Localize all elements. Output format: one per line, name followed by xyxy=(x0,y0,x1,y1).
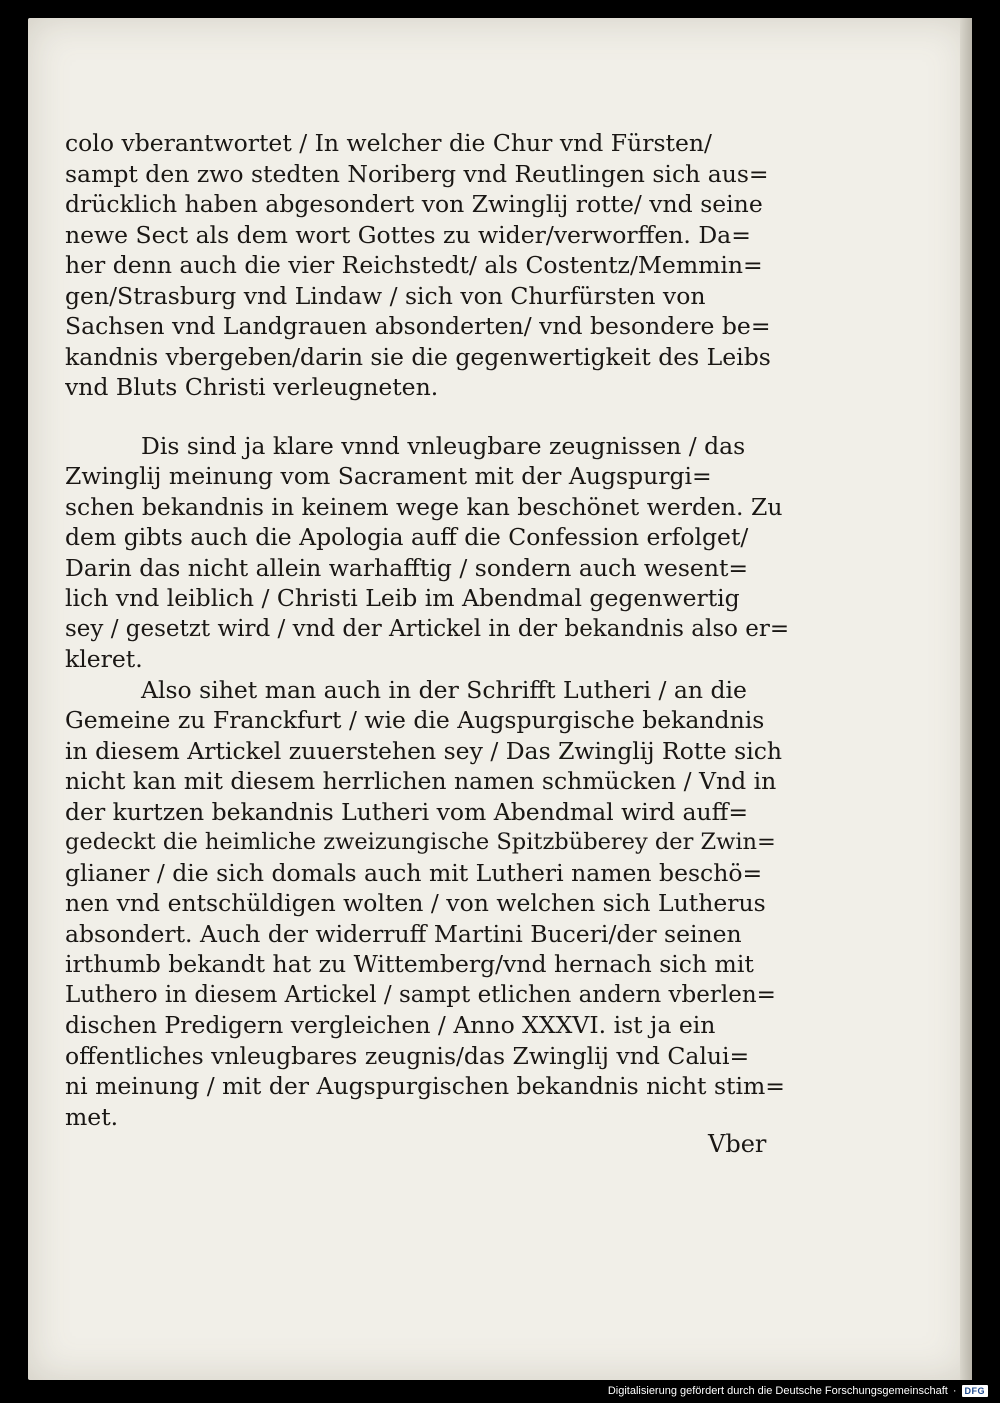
text-line: Luthero in diesem Artickel / sampt etlichen andern vberlen= xyxy=(65,981,776,1008)
text-line: Darin das nicht allein warhafftig / sondern auch wesent= xyxy=(65,553,749,582)
text-line: colo vberantwortet / In welcher die Chur vnd Fürsten/ xyxy=(65,129,712,157)
paragraph xyxy=(65,675,790,1133)
text-line: schen bekandnis in keinem wege kan beschönet werden. Zu xyxy=(65,492,783,521)
text-line: gedeckt die heimliche zweizungische Spitzbüberey der Zwin= xyxy=(65,829,776,855)
text-line: dischen Predigern vergleichen / Anno XXXVI. ist ja ein xyxy=(65,1011,716,1039)
text-line: glianer / die sich domals auch mit Lutheri namen beschö= xyxy=(65,858,763,887)
text-line: offentliches vnleugbares zeugnis/das Zwinglij vnd Calui= xyxy=(65,1041,750,1070)
funding-credit: Digitalisierung gefördert durch die Deutsche Forschungsgemeinschaft xyxy=(607,1385,948,1397)
text-line: Dis sind ja klare vnnd vnleugbare zeugnissen / das xyxy=(141,431,746,460)
text-line: irthumb bekandt hat zu Wittemberg/vnd hernach sich mit xyxy=(65,950,754,978)
text-line: met. xyxy=(65,1102,119,1131)
text-line: nen vnd entschüldigen wolten / von welchen sich Lutherus xyxy=(65,889,766,917)
text-line: Zwinglij meinung vom Sacrament mit der Augspurgi= xyxy=(65,462,712,490)
text-line: nicht kan mit diesem herrlichen namen schmücken / Vnd in xyxy=(65,767,777,795)
text-line: lich vnd leiblich / Christi Leib im Abendmal gegenwertig xyxy=(65,584,740,612)
text-line: sampt den zwo stedten Noriberg vnd Reutlingen sich aus= xyxy=(65,159,769,188)
footer-separator: · xyxy=(952,1385,957,1397)
text-line: Sachsen vnd Landgrauen absonderten/ vnd besondere be= xyxy=(65,312,771,340)
text-line: der kurtzen bekandnis Lutheri vom Abendmal wird auff= xyxy=(65,797,749,826)
paragraph xyxy=(65,431,790,675)
text-line: kandnis vbergeben/darin sie die gegenwertigkeit des Leibs xyxy=(65,342,771,371)
text-line: dem gibts auch die Apologia auff die Confession erfolget/ xyxy=(65,523,749,551)
text-line: Also sihet man auch in der Schrifft Lutheri / an die xyxy=(141,675,747,704)
text-line: vnd Bluts Christi verleugneten. xyxy=(65,373,439,401)
page-edge xyxy=(960,18,972,1380)
catchword: Vber xyxy=(708,1130,767,1158)
page-body-text xyxy=(65,128,790,1132)
dfg-logo: DFG xyxy=(962,1385,989,1397)
text-line: kleret. xyxy=(65,645,143,673)
text-line: newe Sect als dem wort Gottes zu wider/verworffen. Da= xyxy=(65,220,751,249)
text-line: Gemeine zu Franckfurt / wie die Augspurgische bekandnis xyxy=(65,706,765,734)
text-line: drücklich haben abgesondert von Zwinglij rotte/ vnd seine xyxy=(65,190,763,218)
text-line: in diesem Artickel zuuerstehen sey / Das Zwinglij Rotte sich xyxy=(65,736,783,765)
digitization-footer xyxy=(608,1382,988,1400)
text-line: absondert. Auch der widerruff Martini Buceri/der seinen xyxy=(65,919,742,948)
text-line: sey / gesetzt wird / vnd der Artickel in der bekandnis also er= xyxy=(65,615,790,642)
text-line: gen/Strasburg vnd Lindaw / sich von Churfürsten von xyxy=(65,281,706,310)
text-line: her denn auch die vier Reichstedt/ als Costentz/Memmin= xyxy=(65,251,763,279)
paragraph xyxy=(65,128,790,403)
text-line: ni meinung / mit der Augspurgischen bekandnis nicht stim= xyxy=(65,1072,785,1100)
